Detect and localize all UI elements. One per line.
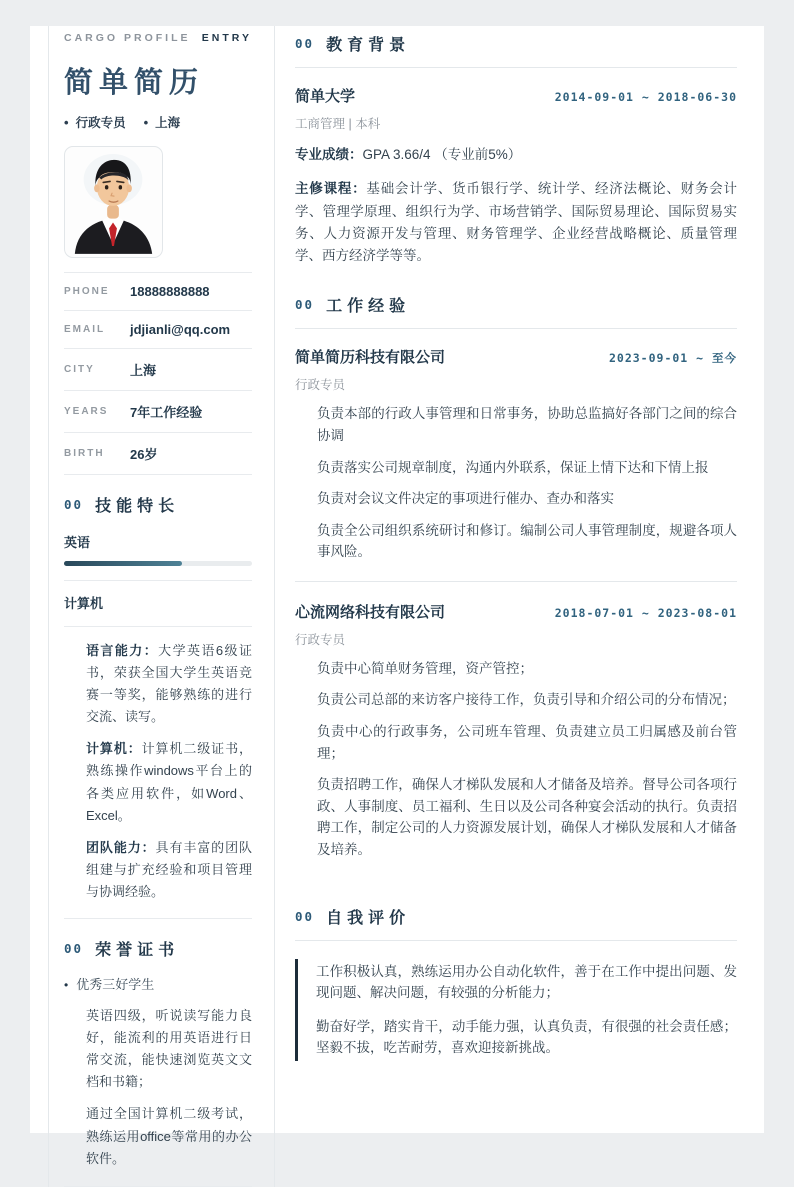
contact-list (64, 272, 252, 475)
job-duty: 负责公司总部的来访客户接待工作，负责引导和介绍公司的分布情况； (317, 692, 736, 708)
section-honors (64, 919, 252, 1187)
skill-progress-fill (64, 561, 182, 566)
note-text: 大学英语6级证书，荣获全国大学生英语竞赛一等奖，能够熟练的进行交流、读写。 (86, 643, 252, 725)
job-period: 2018-07-01 ~ 2023-08-01 (554, 605, 737, 620)
company-name: 简单简历科技有限公司 (295, 349, 446, 367)
job-duties (295, 403, 737, 563)
section-title: 工作经验 (326, 298, 411, 316)
evaluation-paragraph: 工作积极认真，熟练运用办公自动化软件，善于在工作中提出问题、发现问题、解决问题，有较强的分析能力； (316, 963, 737, 1001)
bullet-icon: • (64, 978, 69, 993)
section-title: 荣誉证书 (95, 942, 180, 960)
gpa-value: GPA 3.66/4 （专业前5%） (362, 147, 522, 162)
gpa-line (295, 144, 737, 166)
courses-line (295, 178, 737, 267)
honor-paragraphs (64, 997, 252, 1187)
section-header-work (295, 293, 737, 329)
skill-name: 英语 (64, 535, 91, 550)
section-work (295, 293, 737, 878)
skill-note (86, 837, 252, 903)
honor-bullet-item (64, 964, 252, 997)
job-duty: 负责全公司组织系统研讨和修订。编制公司人事管理制度，规避各项人事风险。 (317, 522, 737, 560)
bullet-icon: • (143, 114, 149, 130)
note-text: 具有丰富的团队组建与扩充经验和项目管理与协调经验。 (86, 839, 252, 899)
contact-row-phone (64, 273, 252, 311)
contact-row-email (64, 311, 252, 349)
school-name: 简单大学 (295, 88, 356, 105)
section-index: 00 (64, 941, 84, 957)
job-role: 行政专员 (295, 632, 346, 647)
education-period: 2014-09-01 ~ 2018-06-30 (554, 90, 737, 104)
section-index: 00 (295, 908, 315, 924)
evaluation-block (295, 959, 737, 1061)
skill-notes (64, 627, 252, 919)
contact-row-city (64, 349, 252, 391)
main-column (275, 26, 750, 1187)
education-entry-head (295, 85, 737, 106)
job-duty: 负责对会议文件决定的事项进行催办、查办和落实 (317, 491, 614, 507)
note-text: 计算机二级证书，熟练操作windows平台上的各类应用软件，如Word、Excel。 (86, 741, 252, 823)
job-role: 行政专员 (295, 378, 346, 393)
meta-city-label: 上海 (155, 116, 181, 130)
job-entry-head (295, 346, 737, 367)
contact-value-years: 7年工作经验 (130, 405, 203, 420)
note-lead: 团队能力： (86, 839, 156, 855)
job-period: 2023-09-01 ~ 至今 (608, 351, 737, 366)
contact-label: PHONE (64, 286, 110, 297)
job-duty: 负责招聘工作，确保人才梯队发展和人才储备及培养。督导公司各项行政、人事制度、员工福利、生日以及公司各种宴会活动的执行。负责招聘工作，制定公司的人力资源发展计划，确保人才梯队发展和人才储备及培养。 (317, 777, 737, 858)
major-degree: 工商管理 | 本科 (295, 117, 381, 131)
brand-label: CARGO PROFILE (64, 32, 191, 44)
job-duty: 负责中心简单财务管理，资产管控； (317, 660, 533, 676)
contact-value-birth: 26岁 (130, 447, 158, 462)
skill-name: 计算机 (64, 596, 104, 611)
contact-row-years (64, 391, 252, 433)
section-index: 00 (64, 497, 84, 512)
resume-content (48, 26, 750, 1187)
job-entry-1 (295, 346, 737, 581)
profile-photo (64, 146, 163, 258)
section-index: 00 (295, 36, 315, 51)
skill-computer (64, 581, 252, 627)
meta-job-title (64, 113, 126, 131)
contact-label: CITY (64, 364, 95, 375)
candidate-meta (64, 113, 252, 131)
section-skills (64, 475, 252, 919)
skill-note (86, 738, 252, 826)
skill-english (64, 520, 252, 581)
section-header-evaluation (295, 905, 737, 941)
section-header-honors (64, 919, 252, 964)
section-header-education (295, 32, 737, 68)
sidebar (49, 26, 275, 1187)
entry-badge: ENTRY (201, 32, 252, 44)
job-duty: 负责中心的行政事务，公司班车管理、负责建立员工归属感及前台管理； (317, 724, 737, 761)
company-name: 心流网络科技有限公司 (295, 603, 446, 621)
evaluation-paragraph: 勤奋好学，踏实肯干，动手能力强，认真负责，有很强的社会责任感；坚毅不拔，吃苦耐劳，喜欢迎接新挑战。 (316, 1018, 737, 1056)
courses-lead: 主修课程： (295, 181, 367, 197)
contact-value-phone: 18888888888 (130, 284, 210, 299)
meta-city (144, 113, 181, 131)
section-title: 教育背景 (326, 37, 411, 54)
honor-paragraph: 英语四级，听说读写能力良好，能流利的用英语进行日常交流，能快速浏览英文文档和书籍； (86, 1008, 252, 1090)
section-education (295, 32, 737, 267)
skill-progress-track (64, 561, 252, 566)
contact-value-city: 上海 (130, 363, 157, 378)
job-duty: 负责落实公司规章制度，沟通内外联系，保证上情下达和下情上报 (317, 459, 709, 475)
gpa-lead: 专业成绩： (295, 147, 363, 162)
skill-note (86, 640, 252, 728)
job-duties (295, 658, 737, 861)
job-entry-head (295, 601, 737, 622)
note-lead: 语言能力： (86, 643, 159, 658)
contact-label: BIRTH (64, 448, 105, 459)
brand-row (64, 32, 252, 44)
honor-bullet-text: 优秀三好学生 (76, 977, 155, 993)
candidate-name: 简单简历 (64, 67, 205, 99)
section-title: 自我评价 (326, 909, 411, 927)
meta-job-title-label: 行政专员 (75, 116, 126, 130)
avatar-illustration (67, 149, 160, 255)
section-header-skills (64, 475, 252, 520)
courses-text: 基础会计学、货币银行学、统计学、经济法概论、财务会计学、管理学原理、组织行为学、市场营销学、国际贸易理论、国际贸易实务、人力资源开发与管理、财务管理学、企业经营战略概论、质量管理学、西方经济学等等。 (295, 181, 738, 264)
job-duty: 负责本部的行政人事管理和日常事务，协助总监搞好各部门之间的综合协调 (317, 406, 737, 443)
job-entry-2 (295, 581, 737, 879)
resume-page (30, 26, 764, 1166)
section-title: 技能特长 (95, 498, 180, 515)
section-evaluation (295, 905, 737, 1061)
contact-value-email: jdjianli@qq.com (130, 322, 231, 337)
bullet-icon: • (64, 114, 69, 130)
note-lead: 计算机： (86, 741, 142, 757)
honor-paragraph: 通过全国计算机二级考试，熟练运用office等常用的办公软件。 (86, 1106, 252, 1166)
contact-row-birth (64, 433, 252, 475)
contact-label: YEARS (64, 406, 109, 417)
section-index: 00 (295, 297, 315, 313)
contact-label: EMAIL (64, 324, 106, 335)
